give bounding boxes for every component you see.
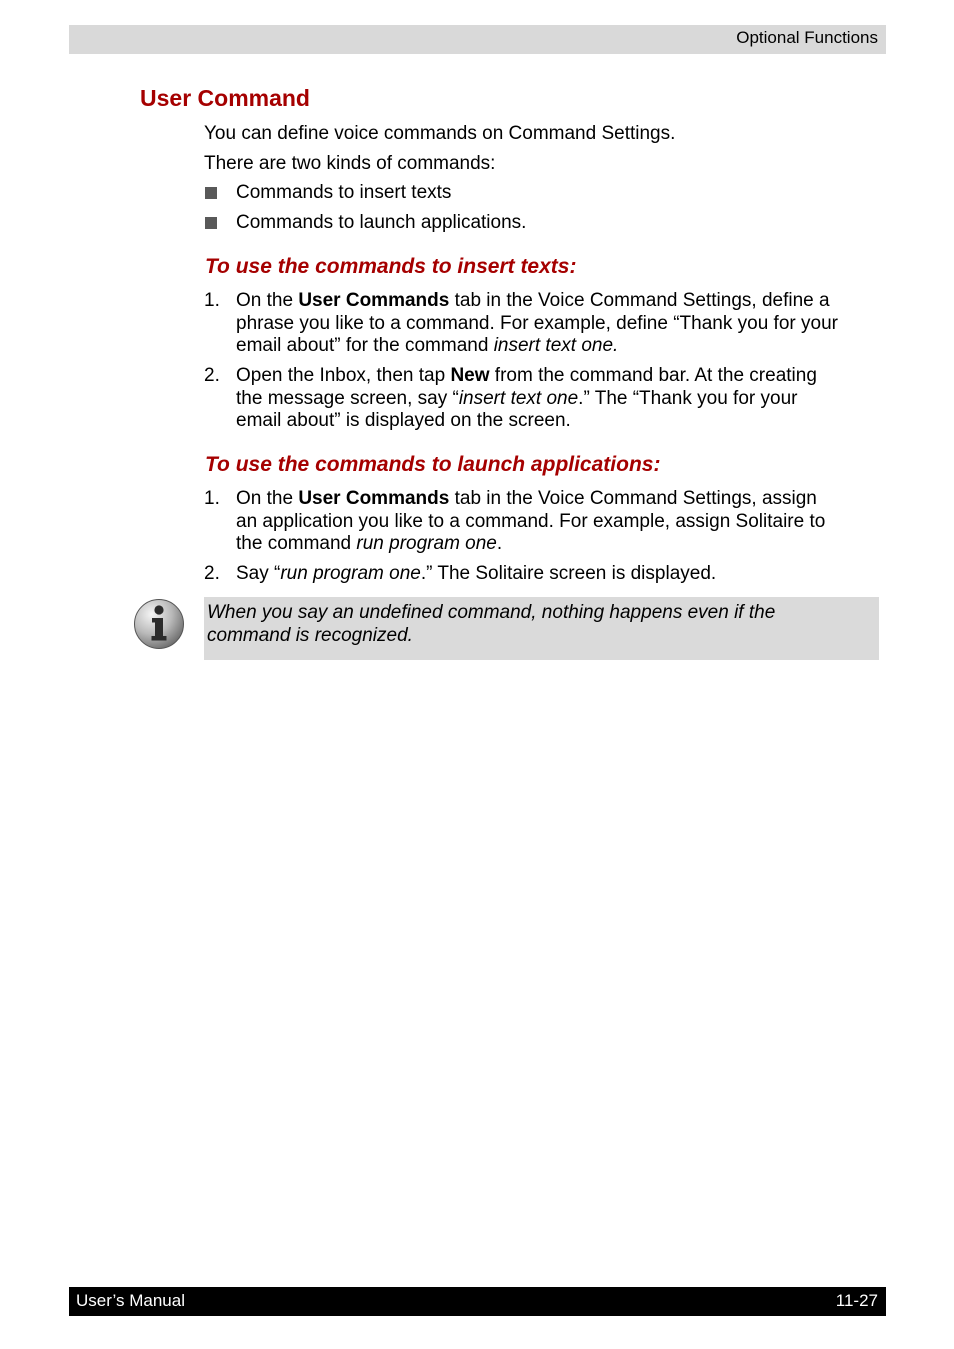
subheading-insert-texts: To use the commands to insert texts: [205, 255, 577, 278]
page-title: User Command [140, 85, 310, 111]
subheading-launch-applications: To use the commands to launch applications: [205, 453, 661, 476]
page-header [69, 25, 886, 54]
note-line-1: When you say an undefined command, nothing happens even if the [207, 602, 776, 623]
ui-term: User Commands [298, 488, 450, 509]
page-number: 11-27 [835, 1291, 878, 1310]
page-footer [69, 1287, 886, 1316]
ui-term: User Commands [298, 290, 450, 311]
section-name: Optional Functions [736, 28, 878, 47]
command-phrase: insert text one [458, 387, 579, 409]
bullet-square-icon [205, 187, 217, 199]
note-line-2: command is recognized. [207, 624, 413, 646]
bullet-square-icon [205, 217, 217, 229]
manual-title: User’s Manual [76, 1291, 185, 1310]
info-icon [133, 598, 185, 650]
intro-line-1: You can define voice commands on Command Settings. [204, 123, 676, 144]
intro-line-2: There are two kinds of commands: [204, 153, 496, 174]
command-phrase: insert text one. [493, 335, 619, 356]
command-phrase: run program one [280, 563, 421, 584]
command-phrase: run program one [356, 533, 497, 554]
note-box [204, 597, 879, 660]
ui-term: New [450, 365, 490, 386]
